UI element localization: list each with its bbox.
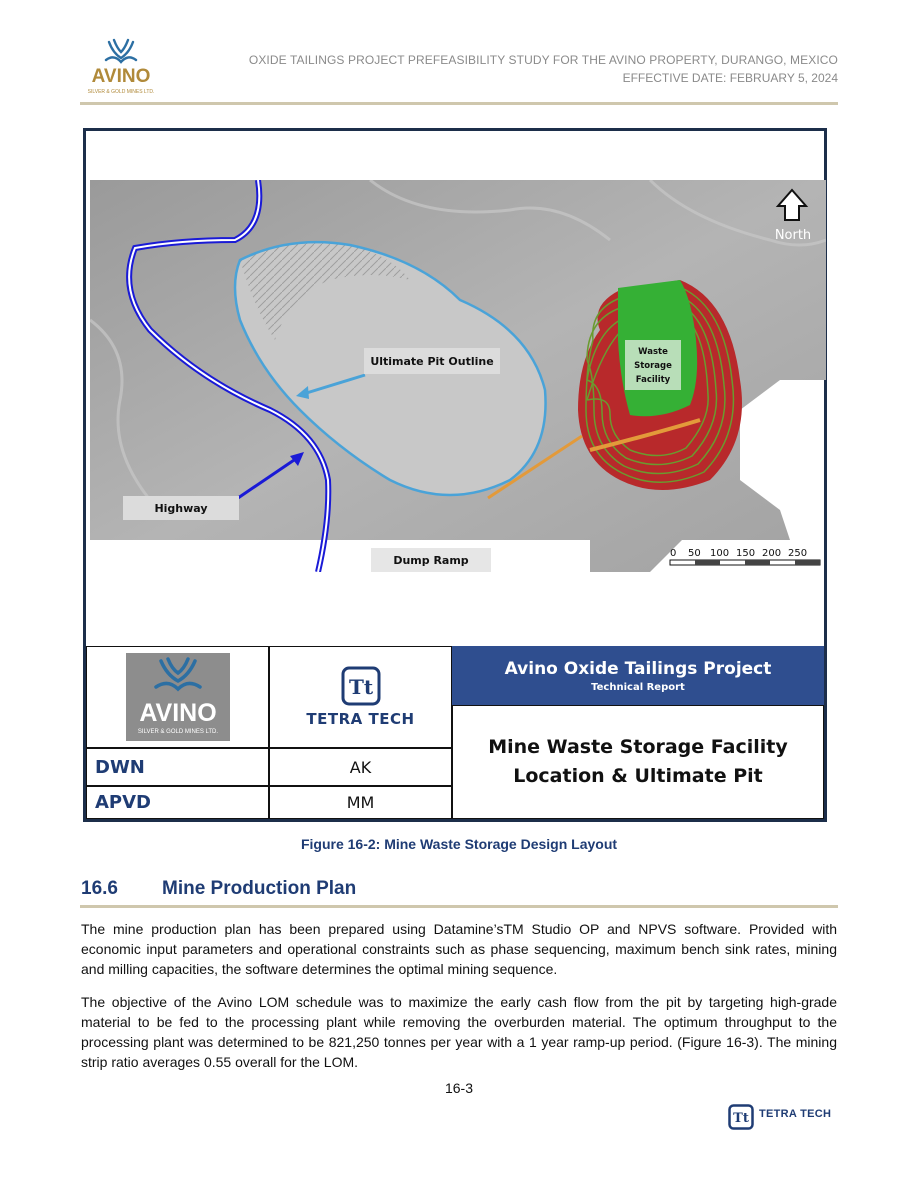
section-divider xyxy=(80,905,838,908)
apvd-label-cell xyxy=(86,786,269,819)
site-map xyxy=(90,180,826,572)
tetra-tech-wordmark: TETRA TECH xyxy=(306,710,415,728)
title-block xyxy=(86,646,824,819)
svg-text:Ultimate Pit Outline: Ultimate Pit Outline xyxy=(370,355,494,368)
page-number: 16-3 xyxy=(444,1080,474,1096)
scale-bar xyxy=(670,560,820,565)
dwn-label-cell xyxy=(86,748,269,786)
tb-avino-logo-cell xyxy=(86,646,269,748)
figure-frame xyxy=(83,128,827,822)
paragraph: The objective of the Avino LOM schedule was to maximize the early cash flow from the pit by targeting high-grade material to be fed to the processing plant while removing the overburden material. The optimum throughput to the processing plant was determined to be 821,250 tonnes per year with a 1 year ramp-up period. (Figure 16-3). The mining strip ratio averages 0.55 overall for the LOM. xyxy=(81,994,837,1070)
project-header xyxy=(452,646,824,705)
apvd-value: MM xyxy=(346,793,375,812)
svg-text:Dump Ramp: Dump Ramp xyxy=(393,554,469,567)
dwn-value: AK xyxy=(349,757,372,777)
scale-tick: 200 xyxy=(762,548,782,559)
drawing-title xyxy=(452,705,824,819)
drawing-title-line1: Mine Waste Storage Facility xyxy=(488,736,788,758)
svg-text:Tt: Tt xyxy=(733,1111,749,1126)
scale-tick: 100 xyxy=(710,548,730,559)
dwn-label: DWN xyxy=(95,756,145,778)
section-number: 16.6 xyxy=(81,878,118,899)
tb-tetra-tech-cell xyxy=(269,646,452,748)
scale-tick: 250 xyxy=(788,548,808,559)
svg-text:North: North xyxy=(774,228,812,243)
drawing-title-line2: Location & Ultimate Pit xyxy=(513,765,763,787)
svg-text:Storage: Storage xyxy=(634,361,672,371)
svg-text:AVINO: AVINO xyxy=(91,66,151,87)
avino-logo xyxy=(126,653,230,741)
svg-text:Highway: Highway xyxy=(154,502,208,515)
svg-text:AVINO: AVINO xyxy=(138,699,217,727)
svg-text:Waste: Waste xyxy=(638,347,668,357)
section-title: Mine Production Plan xyxy=(162,878,357,899)
svg-text:Tt: Tt xyxy=(348,675,373,699)
svg-text:Facility: Facility xyxy=(635,375,671,385)
project-title: Avino Oxide Tailings Project xyxy=(504,658,772,679)
scale-tick: 150 xyxy=(736,548,756,559)
apvd-label: APVD xyxy=(95,792,151,813)
svg-text:SILVER & GOLD MINES LTD.: SILVER & GOLD MINES LTD. xyxy=(87,89,155,95)
paragraph: The mine production plan has been prepared using Datamine’sTM Studio OP and NPVS software. Provided with economic input parameters and operational constraints such as phase sequencing, maximum bench sink rates, mining and milling capacities, the software determines the optimal mining sequence. xyxy=(81,921,837,977)
header-divider xyxy=(80,102,838,105)
tetra-tech-logo-icon xyxy=(728,1104,754,1130)
figure-caption: Figure 16-2: Mine Waste Storage Design Layout xyxy=(300,836,618,852)
apvd-value-cell xyxy=(269,786,452,819)
scale-tick: 50 xyxy=(688,548,701,559)
header-effective-date: EFFECTIVE DATE: FEBRUARY 5, 2024 xyxy=(622,71,838,85)
project-subtitle: Technical Report xyxy=(591,681,685,693)
scale-tick: 0 xyxy=(670,548,677,559)
dwn-value-cell xyxy=(269,748,452,786)
footer-company: TETRA TECH xyxy=(759,1108,832,1120)
avino-logo xyxy=(84,36,158,98)
tetra-tech-logo-icon xyxy=(341,666,381,706)
header-report-title: OXIDE TAILINGS PROJECT PREFEASIBILITY STUDY FOR THE AVINO PROPERTY, DURANGO, MEXICO xyxy=(248,53,838,67)
svg-text:SILVER & GOLD MINES LTD.: SILVER & GOLD MINES LTD. xyxy=(137,729,218,735)
